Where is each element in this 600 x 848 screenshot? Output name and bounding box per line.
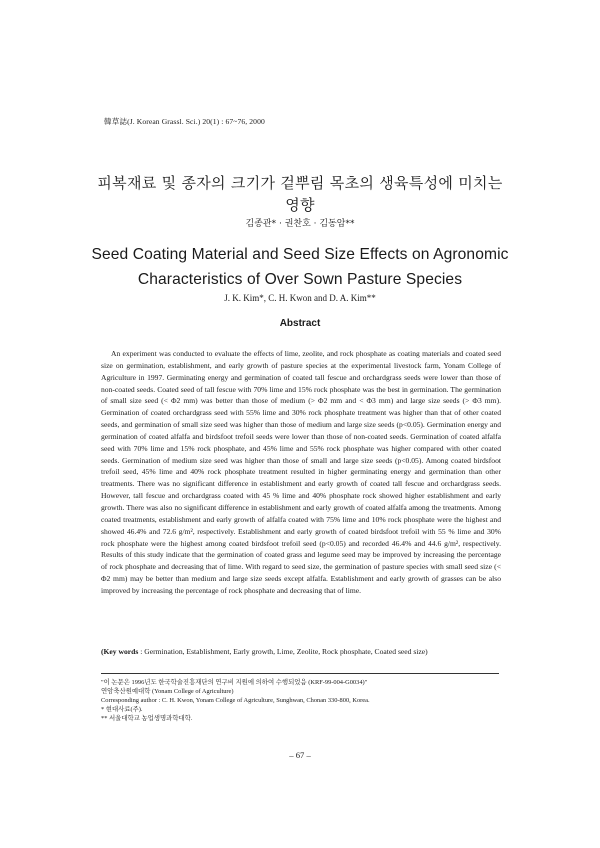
authors-english: J. K. Kim*, C. H. Kwon and D. A. Kim** [224, 293, 376, 303]
footnote-funding: "이 논문은 1996년도 한국학술진흥재단의 연구비 지원에 의하여 수행되었음 (KRF-99-004-G0034)" [101, 679, 368, 686]
title-english-line-1: Seed Coating Material and Seed Size Effects on Agronomic [91, 246, 509, 263]
footnote-divider [101, 673, 499, 674]
journal-header: 韓草誌(J. Korean Grassl. Sci.) 20(1) : 67~76, 2000 [104, 117, 265, 126]
abstract-text: An experiment was conducted to evaluate the effects of lime, zeolite, and rock phosphate as coating materials and coated seed size on germination, establishment, and early growth of pasture species at the experimental livestock farm, Yonam College of Agriculture in 1997. Germinating energy and germination of coated tall fescue and orchardgrass seeds were lower than those of non-coated seeds. Coated seed of tall fescue with 70% lime and 15% rock phosphate was the best in germination. The germination of small size seed (< Φ2 mm) was better than those of medium (> Φ2 mm and < Φ3 mm) and large size seeds (> Φ3 mm). Germination of coated orchardgrass seed with 55% lime and 30% rock phosphate treatment was higher than that of other coated seeds, and germination of small size seed was higher than those of medium and large size seeds (p<0.05). Germination energy and germination of coated alfalfa and birdsfoot trefoil seeds were lower than those of non-coated seeds. Germination of coated alfalfa seed with 70% lime and 15% rock phosphate, and 45% lime and 55% rock phosphate was higher compared with other coated seeds. Germination of medium size seed was higher than those of small and large size seeds (p<0.05). Among coated birdsfoot trefoil seed, 45% lime and 40% rock phosphate treatment resulted in higher germinating energy and germination than other treatments. There was no significant difference in establishment and early growth of coated tall fescue and orchardgrass seeds. However, tall fescue and orchardgrass coated with 45 % lime and 40% phosphate rock showed higher establishment and early growth. There was also no significant difference in establishment and early growth of coated alfalfa among the treatments. Among coated treatments, establishment and early growth of alfalfa coated with 75% lime and 10% rock phosphate were the highest and showed 46.4% and 72.6 g/m², respectively. Establishment and early growth of coated birdsfoot trefoil with 55 % lime and 30% rock phosphate were the highest among coated birdsfoot trefoil seed (p<0.05) and recorded 46.4% and 44.6 g/m², respectively. Results of this study indicate that the germination of coated grass and legume seed may be improved by increasing the percentage of rock phosphate and decreasing that of lime. With regard to seed size, the germination of pasture species with small seed size (< Φ2 mm) may be better than medium and large size seeds except alfalfa. Establishment and early growth of grasses can be also improved by increasing the percentage of rock phosphate and decreasing that of lime. [101, 349, 501, 595]
keywords-label: (Key words [101, 647, 139, 656]
title-english-line-2: Characteristics of Over Sown Pasture Species [137, 271, 463, 288]
footnote-affiliation-double-star: ** 서울대학교 농업생명과학대학. [101, 715, 193, 722]
keywords [101, 647, 521, 656]
title-korean [60, 172, 540, 216]
keywords-list: : Germination, Establishment, Early growth, Lime, Zeolite, Rock phosphate, Coated seed size) [138, 647, 428, 656]
title-english [40, 242, 560, 292]
footnote-affiliation: 연암축산원예대학 (Yonam College of Agriculture) [101, 688, 234, 695]
page-number: – 67 – [289, 750, 311, 760]
footnotes [101, 678, 501, 723]
footnote-affiliation-star: * 현대사료(주). [101, 706, 143, 713]
title-korean-line-1: 피복재료 및 종자의 크기가 겉뿌림 목초의 생육특성에 미치는 [97, 174, 503, 192]
abstract-heading: Abstract [279, 318, 321, 329]
authors-korean: 김종관* · 권찬호 · 김동암** [245, 219, 355, 229]
title-korean-line-2: 영향 [285, 196, 315, 214]
footnote-corresponding-author: Corresponding author : C. H. Kwon, Yonam College of Agriculture, Sunghwan, Chonan 330-800, Korea. [101, 697, 370, 704]
